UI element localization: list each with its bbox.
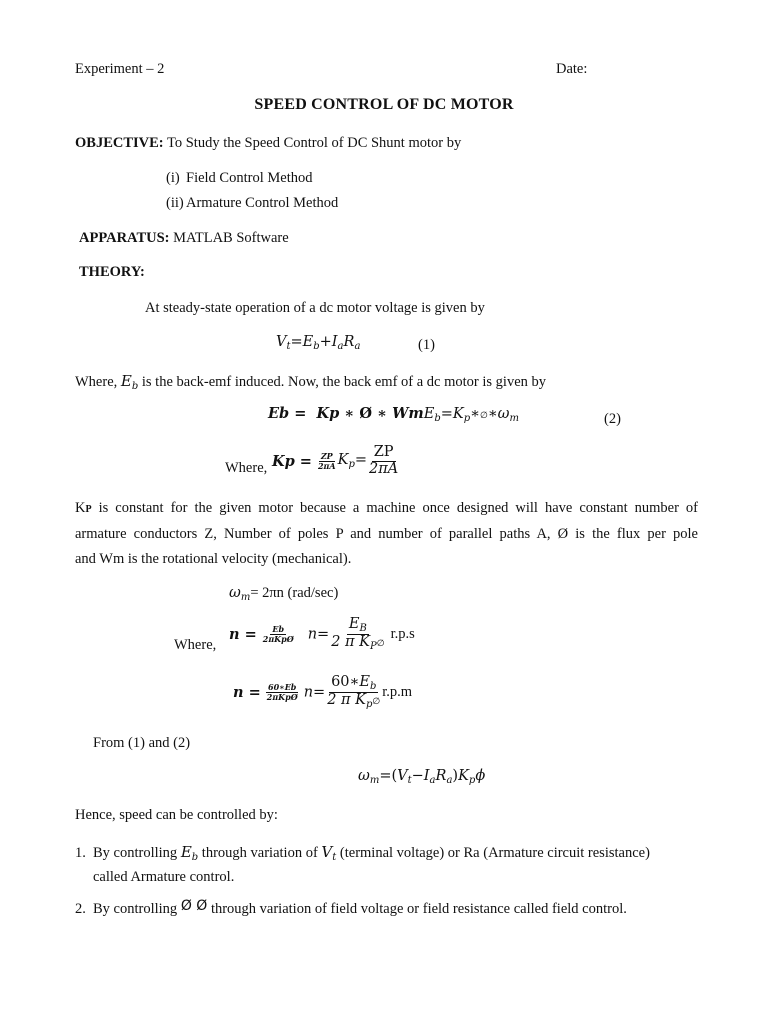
n-rpm-equation: n = $\frac{60∗Eb}{\text{2πKpØ}}$ n= $\frac{60∗E_b}{2 \pi K_p\emptyset}$ r.p.m xyxy=(233,674,413,710)
from-text: From (1) and (2) xyxy=(93,735,191,751)
backemf-line: Where, $E_b$ is the back-emf induced. Now, the back emf of a dc motor is given by xyxy=(75,372,547,392)
equation-1: $V_t=E_b+I_aR_a$ xyxy=(276,334,361,352)
kp-paragraph-line-2: armature conductors Z, Number of poles P and number of parallel paths A, Ø is the flux per pole xyxy=(75,526,698,542)
method-item-2 xyxy=(166,195,338,212)
kp-where-label: Where, xyxy=(225,460,268,476)
date-label: Date: xyxy=(556,61,588,77)
objective-line xyxy=(75,135,461,152)
equation-1-number: (1) xyxy=(418,337,435,353)
equation-2-number: (2) xyxy=(604,411,621,427)
omega-final-equation: $\omega_m=(V_t-I_aR_a)K_p\phi$ xyxy=(358,768,486,786)
n-rps-equation: n = $\frac{Eb}{\text{2πKpØ}}$ n= $\frac{E_B}{2 \pi K_P\emptyset}$ r.p.s xyxy=(229,616,415,652)
method-item-1 xyxy=(166,170,312,187)
kp-paragraph-line-1: KP is constant for the given motor because a machine once designed will have constant number of xyxy=(75,500,699,516)
list-item-2: 2. By controlling Ø Ø through variation of field voltage or field resistance called field control. xyxy=(75,898,627,917)
hence-text: Hence, speed can be controlled by: xyxy=(75,807,278,823)
kp-paragraph-line-3: and Wm is the rotational velocity (mechanical). xyxy=(75,551,352,567)
kp-equation: Kp = $\frac{ZP}{2\pi A}$ $K_p=$ $\frac{ZP}{2\pi A}$ xyxy=(272,444,399,477)
objective-text: To Study the Speed Control of DC Shunt motor by xyxy=(163,135,462,151)
kp-paragraph xyxy=(75,496,698,572)
theory-label: THEORY: xyxy=(79,264,145,280)
omega-equation: $\omega_m= 2\pi n$ (rad/sec) xyxy=(229,585,339,603)
method-num-2: (ii) xyxy=(166,195,184,211)
rpm-unit: r.p.m xyxy=(382,684,413,700)
apparatus-label: APPARATUS: xyxy=(79,230,170,246)
method-num-1: (i) xyxy=(166,170,180,186)
page-title: SPEED CONTROL OF DC MOTOR xyxy=(254,96,514,113)
eb-symbol: $E_b$ xyxy=(120,372,139,392)
apparatus-text: MATLAB Software xyxy=(169,230,289,246)
list-item-1: 1. By controlling $E_b$ through variation of $V_t$ (terminal voltage) or Ra (Armature circuit resistance) xyxy=(75,843,650,863)
rps-unit: r.p.s xyxy=(390,626,415,642)
objective-label: OBJECTIVE: xyxy=(75,135,164,151)
experiment-label: Experiment – 2 xyxy=(75,61,165,77)
method-text-1: Field Control Method xyxy=(186,170,313,186)
list-item-1-line-2: called Armature control. xyxy=(93,869,235,885)
n-where-label: Where, xyxy=(174,637,217,653)
theory-intro: At steady-state operation of a dc motor voltage is given by xyxy=(145,300,485,316)
method-text-2: Armature Control Method xyxy=(186,195,339,211)
apparatus-line xyxy=(79,230,289,247)
equation-2: Eb = Kp ∗ Ø ∗ $WmE_b=K_p∗\emptyset∗\omega_m$ xyxy=(268,405,519,424)
